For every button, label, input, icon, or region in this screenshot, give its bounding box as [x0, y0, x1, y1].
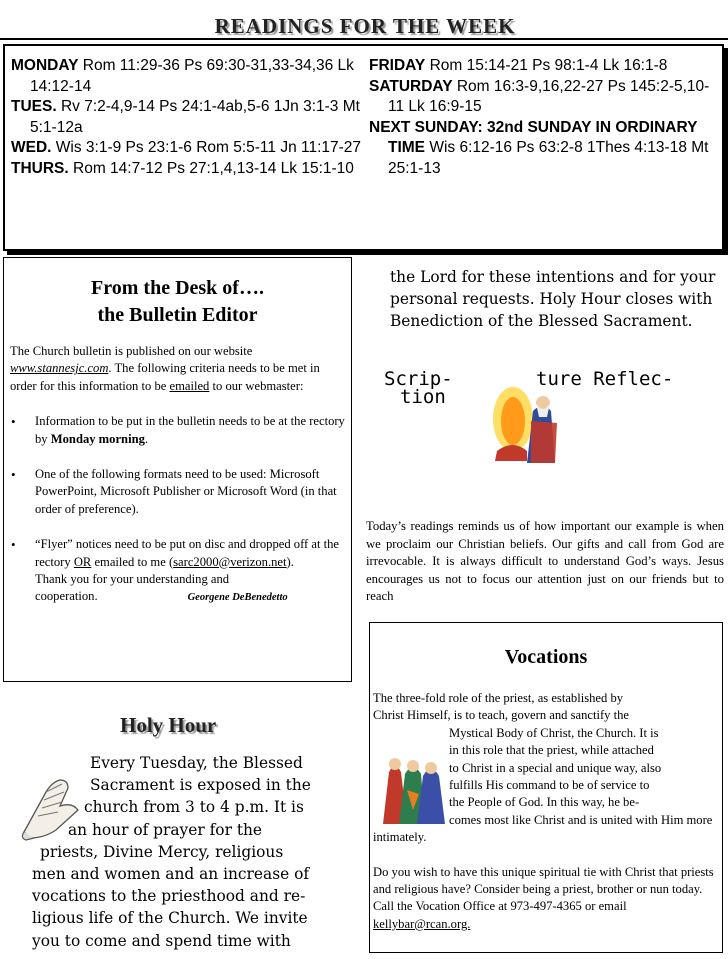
- reading-day: THURS.: [11, 159, 69, 177]
- heading-fragment: ture Reflec-: [536, 368, 674, 390]
- reading-citations: Wis 6:12-16 Ps 63:2-8 1Thes 4:13-18 Mt 25:1-13: [388, 139, 709, 177]
- editor-heading-line1: From the Desk of….: [91, 277, 264, 299]
- text-line: priests, Divine Mercy, religious: [40, 842, 284, 861]
- call-text: Do you wish to have this unique spiritual tie with Christ that priests and religious have? Consider being a priest, brother or nun today. Call the Vocation Office at 973-497-4365 or email: [373, 864, 714, 914]
- reading-day: MONDAY: [11, 57, 79, 74]
- intro-text: The Church bulletin is published on our website: [10, 344, 253, 358]
- vocations-heading: Vocations: [504, 646, 588, 668]
- intro-text: to our webmaster:: [209, 378, 304, 393]
- list-item: [10, 536, 345, 607]
- bullet-text: “Flyer” notices need to be put on disc and dropped off at the rectory: [35, 537, 340, 569]
- heading-fragment: tion: [400, 386, 446, 408]
- reading-day: SATURDAY: [369, 77, 453, 95]
- holy-hour-text: [0, 752, 362, 952]
- holy-hour-heading: Holy Hour: [120, 713, 217, 737]
- or-text: OR: [73, 554, 92, 569]
- editor-box: [3, 257, 352, 682]
- email-link[interactable]: sarc2000@verizon.net: [173, 554, 287, 569]
- editor-heading-line2: the Bulletin Editor: [97, 304, 258, 326]
- bullet-text: .: [144, 431, 149, 446]
- religious-figures-icon: [379, 750, 449, 824]
- intro-text: . The following criteria needs to be met in order for this information to be: [10, 361, 320, 393]
- bullet-text: emailed to me (: [91, 554, 174, 569]
- text-line: Mystical Body of Christ, the Church. It is: [449, 725, 659, 740]
- readings-box: [3, 44, 724, 251]
- holy-hour-continued: the Lord for these intentions and for your personal requests. Holy Hour closes with Benediction of the Blessed Sacrament.: [390, 268, 716, 331]
- vocations-call-paragraph: [373, 864, 719, 934]
- page-title: READINGS FOR THE WEEK: [214, 14, 516, 38]
- emailed-text: emailed: [169, 378, 210, 393]
- deadline-text: Monday morning: [50, 431, 145, 446]
- readings-right-column: [369, 56, 721, 179]
- prophet-illustration-icon: [487, 381, 559, 466]
- text-line: in this role that the priest, while attached: [449, 743, 654, 758]
- reading-entry: [369, 56, 721, 77]
- editor-heading: [10, 275, 345, 329]
- bullet-text: One of the following formats need to be used: Microsoft PowerPoint, Microsoft Publisher or Microsoft Word (in that order of preference).: [35, 467, 337, 516]
- reading-citations: Rom 11:29-36 Ps 69:30-31,33-34,36 Lk 14:12-14: [30, 57, 354, 95]
- text-line: to Christ in a special and unique way, also: [449, 760, 662, 775]
- text-line: comes most like Christ and is united with Him more: [449, 812, 713, 827]
- signature: Georgene DeBenedetto: [187, 592, 288, 604]
- text-line: men and women and an increase of: [32, 865, 310, 884]
- list-item: [10, 466, 345, 518]
- reading-entry: [11, 97, 367, 138]
- readings-left-column: [11, 56, 367, 179]
- vocations-email-link[interactable]: kellybar@rcan.org.: [373, 916, 471, 931]
- reading-entry: [11, 138, 367, 159]
- list-item: [10, 413, 345, 448]
- text-line: you to come and spend time with: [32, 931, 291, 950]
- scripture-reflection-text: Today’s readings reminds us of how important our example is when we proclaim our Christian beliefs. Our gifts and call from God are irrevocable. It is always difficult to understand God’s ways. Jesus encourages us not to focus our attention just on our friends but to reach: [366, 519, 724, 604]
- text-line: the People of God. In this way, he be-: [449, 795, 640, 810]
- reading-citations: Rv 7:2-4,9-14 Ps 24:1-4ab,5-6 1Jn 3:1-3 Mt 5:1-12a: [30, 98, 360, 136]
- text-line: vocations to the priesthood and re-: [32, 887, 306, 906]
- text-line: Every Tuesday, the Blessed: [90, 754, 303, 772]
- bullet-text: Information to be put in the bulletin needs to be at the rectory by: [35, 414, 345, 446]
- reading-citations: Rom 14:7-12 Ps 27:1,4,13-14 Lk 15:1-10: [68, 159, 354, 177]
- text-line: ligious life of the Church. We invite: [32, 909, 308, 928]
- heading-fragment: Scrip-: [384, 368, 453, 390]
- reading-entry: [11, 56, 367, 97]
- text-line: an hour of prayer for the: [68, 820, 263, 839]
- text-line: intimately.: [373, 830, 427, 845]
- reading-entry: [369, 118, 721, 180]
- bullet-text: ).: [286, 554, 294, 569]
- vocations-paragraph: [373, 690, 719, 847]
- thanks-text: Thank you for your understanding and cooperation.: [35, 572, 230, 604]
- reading-citations: Rom 16:3-9,16,22-27 Ps 145:2-5,10-11 Lk 16:9-15: [388, 77, 710, 115]
- reading-citations: Wis 3:1-9 Ps 23:1-6 Rom 5:5-11 Jn 11:17-27: [51, 139, 362, 156]
- text-line: Sacrament is exposed in the: [90, 776, 311, 795]
- reading-entry: [11, 159, 367, 180]
- title-rule: [0, 38, 728, 40]
- reading-entry: [369, 77, 721, 118]
- text-line: Christ Himself, is to teach, govern and sanctify the: [373, 708, 630, 723]
- editor-intro: [10, 343, 345, 395]
- text-line: The three-fold role of the priest, as established by: [373, 691, 624, 705]
- reading-day: NEXT SUNDAY: 32nd SUNDAY IN ORDINARY TIME: [369, 118, 698, 156]
- text-line: fulfills His command to be of service to: [449, 778, 650, 793]
- vocations-box: [369, 622, 723, 953]
- reading-day: FRIDAY: [369, 57, 426, 74]
- criteria-list: [10, 413, 345, 607]
- reading-day: WED.: [11, 139, 52, 156]
- reading-citations: Rom 15:14-21 Ps 98:1-4 Lk 16:1-8: [425, 57, 668, 74]
- reading-day: TUES.: [11, 98, 57, 115]
- text-line: church from 3 to 4 p.m. It is: [84, 798, 304, 817]
- website-link[interactable]: www.stannesjc.com: [10, 361, 109, 376]
